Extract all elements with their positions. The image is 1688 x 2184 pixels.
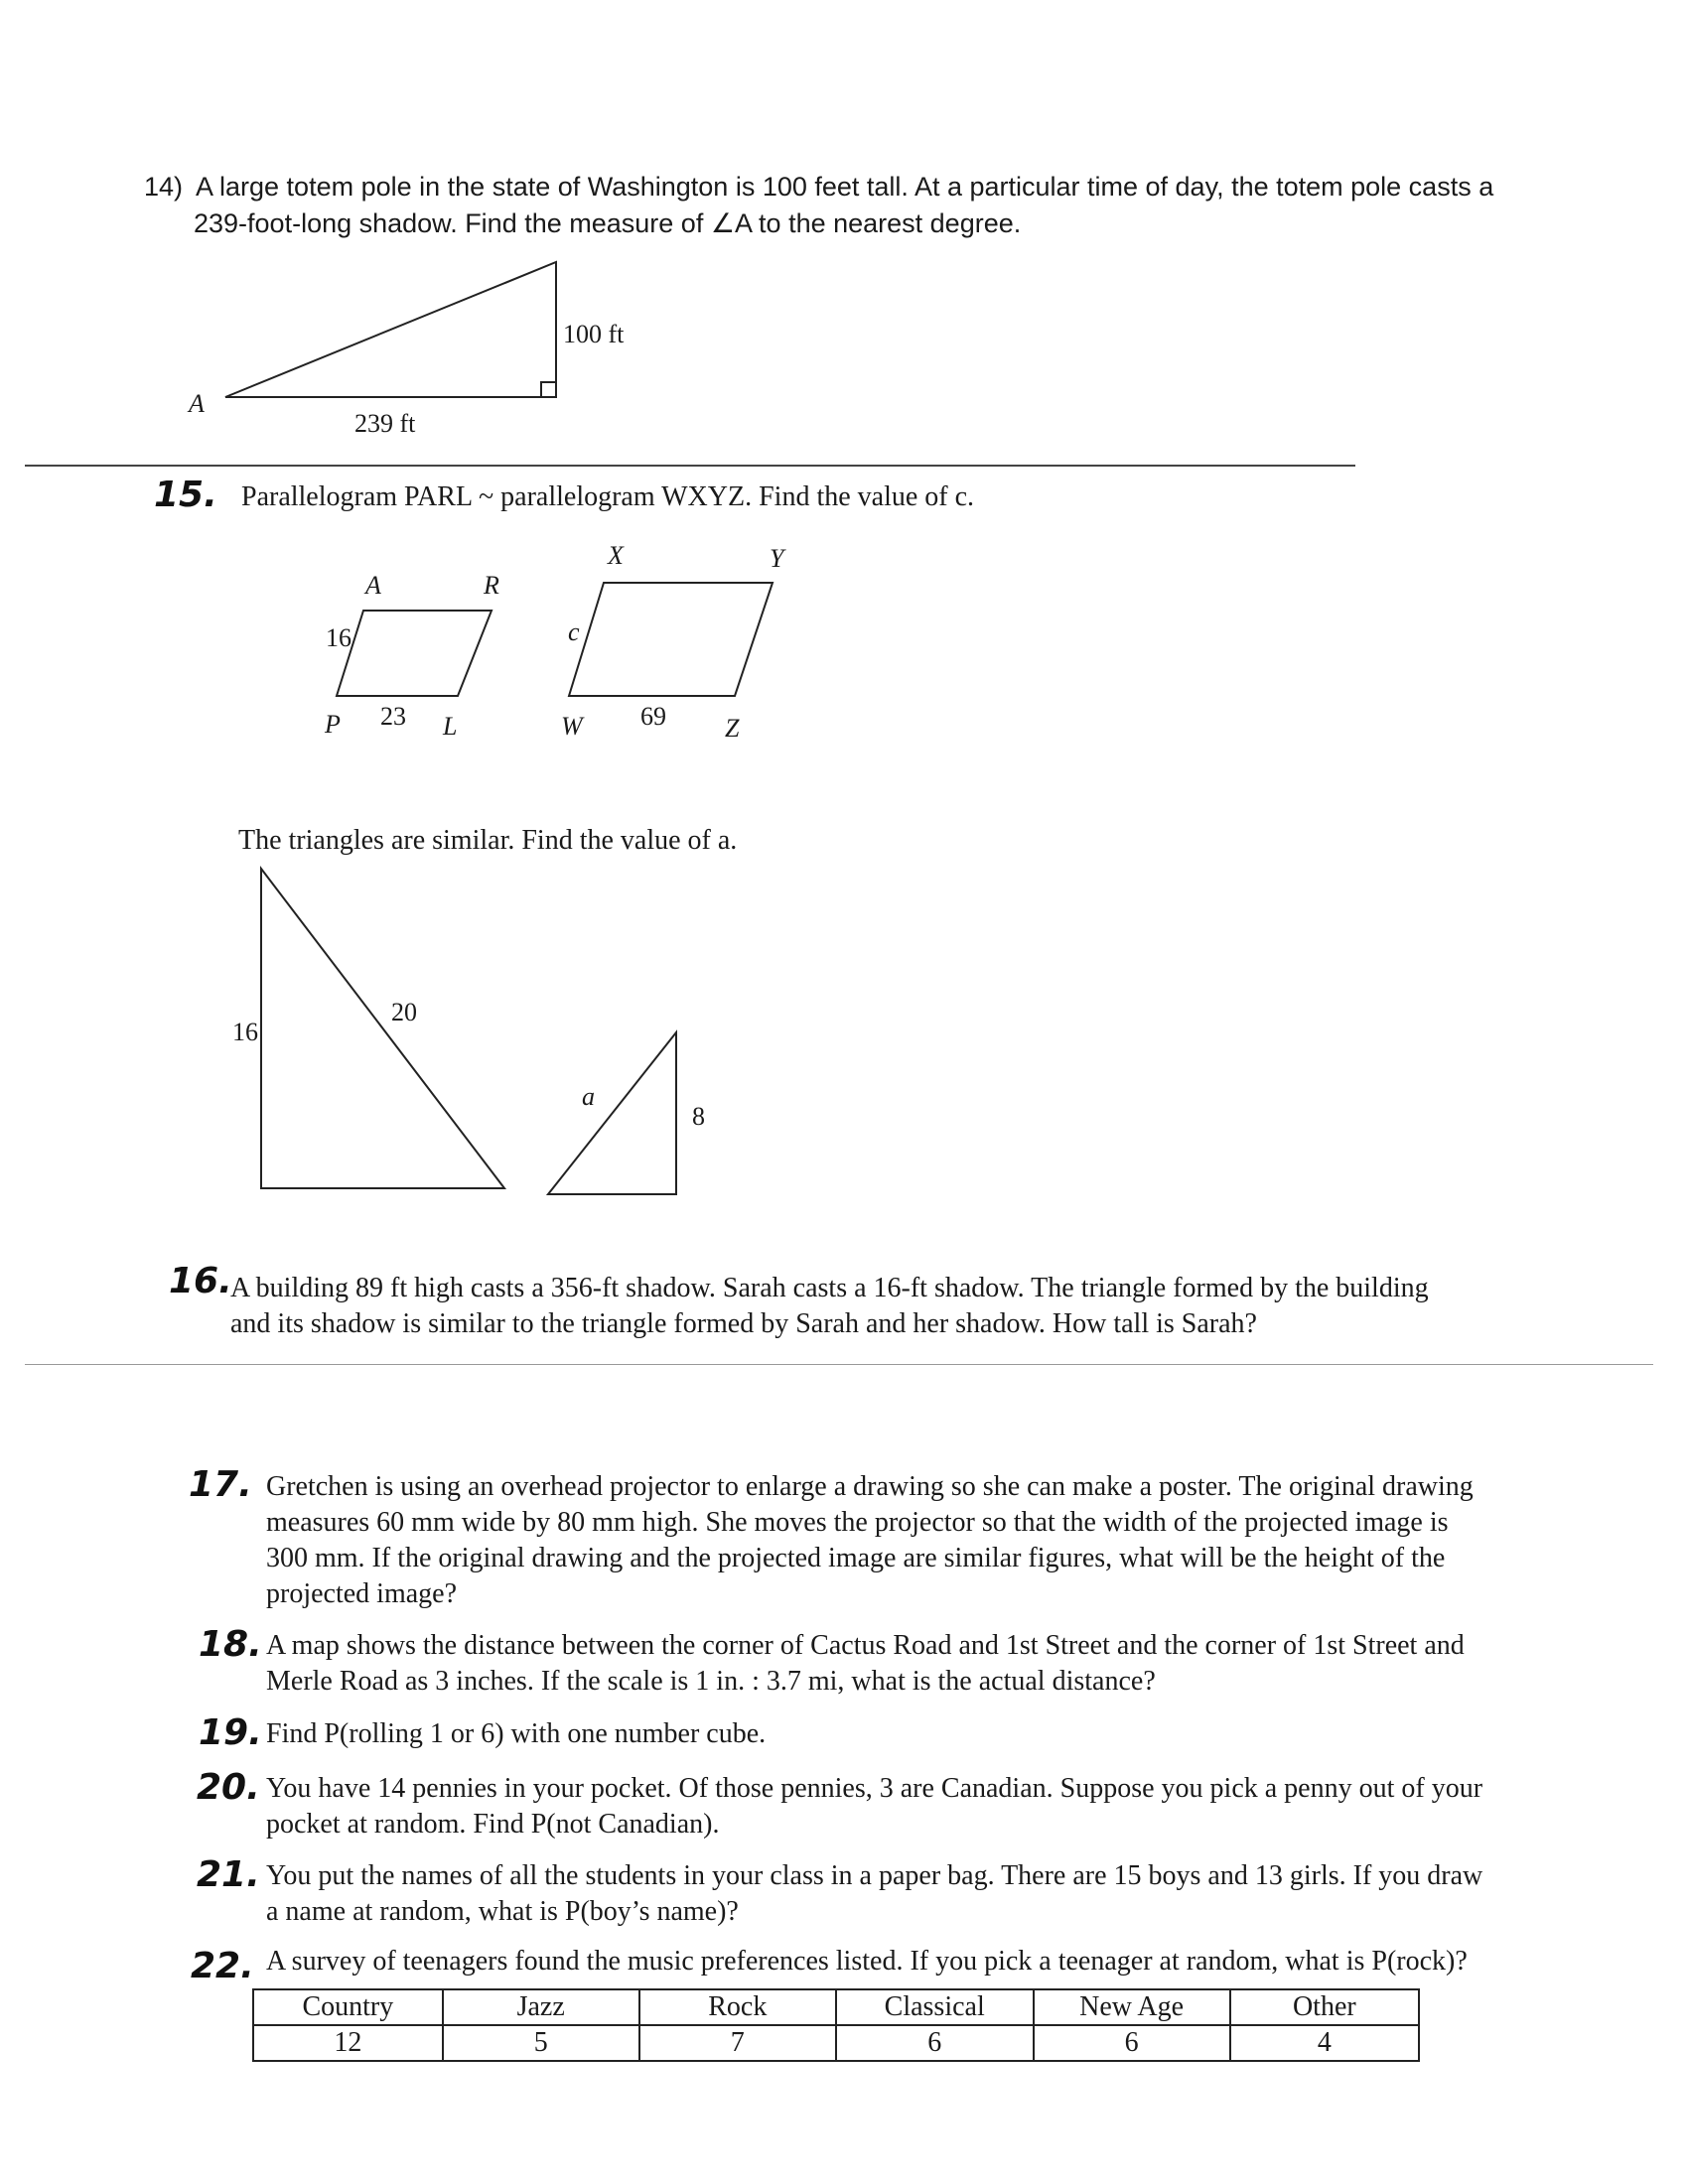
large-para-label-x: X bbox=[608, 541, 624, 570]
small-para-label-a: A bbox=[365, 571, 381, 600]
big-tri-label-hyp: 20 bbox=[391, 998, 417, 1026]
q18-number: 18. bbox=[199, 1624, 262, 1665]
big-tri-label-leg: 16 bbox=[232, 1018, 258, 1046]
q14-number: 14) bbox=[144, 172, 184, 202]
table-header-row bbox=[253, 1989, 1419, 2025]
q21-text-line1: You put the names of all the students in your class in a paper bag. There are 15 boys and 13 girls. If you draw bbox=[266, 1860, 1483, 1891]
q18-text-line2: Merle Road as 3 inches. If the scale is 1 in. : 3.7 mi, what is the actual distance? bbox=[266, 1666, 1156, 1697]
small-para-label-r: R bbox=[484, 571, 499, 600]
small-triangle bbox=[548, 1032, 676, 1194]
q14-label-base: 239 ft bbox=[354, 409, 416, 438]
q19-text: Find P(rolling 1 or 6) with one number cube. bbox=[266, 1718, 767, 1749]
q17-text-line4: projected image? bbox=[266, 1578, 458, 1609]
q16-number: 16. bbox=[169, 1261, 232, 1301]
q22-number: 22. bbox=[191, 1946, 254, 1986]
q14-text-line2: 239-foot-long shadow. Find the measure of ∠A to the nearest degree. bbox=[194, 208, 1022, 238]
q14-text-line1: A large totem pole in the state of Washington is 100 feet tall. At a particular time of day, the totem pole casts a bbox=[196, 172, 1494, 202]
small-tri-label-leg: 8 bbox=[692, 1102, 705, 1131]
large-para-label-y: Y bbox=[770, 544, 784, 573]
q17-text-line1: Gretchen is using an overhead projector to enlarge a drawing so she can make a poster. The original drawing bbox=[266, 1471, 1474, 1502]
table-cell: 12 bbox=[253, 2025, 443, 2061]
table-header-cell: Country bbox=[253, 1989, 443, 2025]
q16-text-line2: and its shadow is similar to the triangle formed by Sarah and her shadow. How tall is Sarah? bbox=[230, 1308, 1257, 1339]
q21-number: 21. bbox=[197, 1854, 260, 1895]
q19-number: 19. bbox=[199, 1712, 262, 1753]
small-para-label-l: L bbox=[443, 712, 458, 741]
divider-1 bbox=[25, 465, 1355, 467]
q21-text-line2: a name at random, what is P(boy’s name)? bbox=[266, 1896, 739, 1927]
q20-number: 20. bbox=[197, 1767, 260, 1808]
table-cell: 4 bbox=[1230, 2025, 1419, 2061]
q22-text: A survey of teenagers found the music preferences listed. If you pick a teenager at random, what is P(rock)? bbox=[266, 1946, 1468, 1977]
table-cell: 6 bbox=[1034, 2025, 1230, 2061]
large-para-label-base: 69 bbox=[640, 702, 666, 731]
small-para-label-side: 16 bbox=[326, 623, 352, 652]
triangles-prompt: The triangles are similar. Find the value of a. bbox=[238, 825, 738, 856]
q17-number: 17. bbox=[189, 1464, 252, 1505]
small-tri-label-a: a bbox=[582, 1082, 595, 1111]
table-header-cell: Other bbox=[1230, 1989, 1419, 2025]
music-preferences-table bbox=[252, 1988, 1420, 2062]
q20-text-line1: You have 14 pennies in your pocket. Of those pennies, 3 are Canadian. Suppose you pick a penny out of your bbox=[266, 1773, 1483, 1804]
q15-number: 15. bbox=[154, 475, 217, 515]
q17-text-line2: measures 60 mm wide by 80 mm high. She moves the projector so that the width of the projected image is bbox=[266, 1507, 1449, 1538]
large-para-label-c: c bbox=[568, 617, 580, 646]
q14-label-height: 100 ft bbox=[563, 320, 625, 348]
table-header-cell: Classical bbox=[836, 1989, 1034, 2025]
table-header-cell: Rock bbox=[639, 1989, 836, 2025]
small-parallelogram bbox=[337, 611, 492, 696]
q16-text-line1: A building 89 ft high casts a 356-ft shadow. Sarah casts a 16-ft shadow. The triangle formed by the building bbox=[230, 1273, 1429, 1303]
q14-label-angle-a: A bbox=[189, 389, 205, 418]
large-para-label-w: W bbox=[561, 712, 583, 741]
table-header-cell: New Age bbox=[1034, 1989, 1230, 2025]
divider-2 bbox=[25, 1364, 1653, 1365]
q17-text-line3: 300 mm. If the original drawing and the projected image are similar figures, what will be the height of the bbox=[266, 1543, 1446, 1573]
large-parallelogram bbox=[569, 583, 773, 696]
table-cell: 5 bbox=[443, 2025, 639, 2061]
q15-text: Parallelogram PARL ~ parallelogram WXYZ. Find the value of c. bbox=[241, 481, 975, 512]
big-triangle bbox=[261, 869, 504, 1188]
small-para-label-p: P bbox=[325, 710, 341, 739]
small-para-label-base: 23 bbox=[380, 702, 406, 731]
table-cell: 7 bbox=[639, 2025, 836, 2061]
table-header-cell: Jazz bbox=[443, 1989, 639, 2025]
q18-text-line1: A map shows the distance between the corner of Cactus Road and 1st Street and the corner of 1st Street and bbox=[266, 1630, 1465, 1661]
table-row bbox=[253, 2025, 1419, 2061]
large-para-label-z: Z bbox=[725, 714, 740, 743]
q20-text-line2: pocket at random. Find P(not Canadian). bbox=[266, 1809, 720, 1840]
table-cell: 6 bbox=[836, 2025, 1034, 2061]
similar-triangles-figure bbox=[0, 0, 1, 1]
